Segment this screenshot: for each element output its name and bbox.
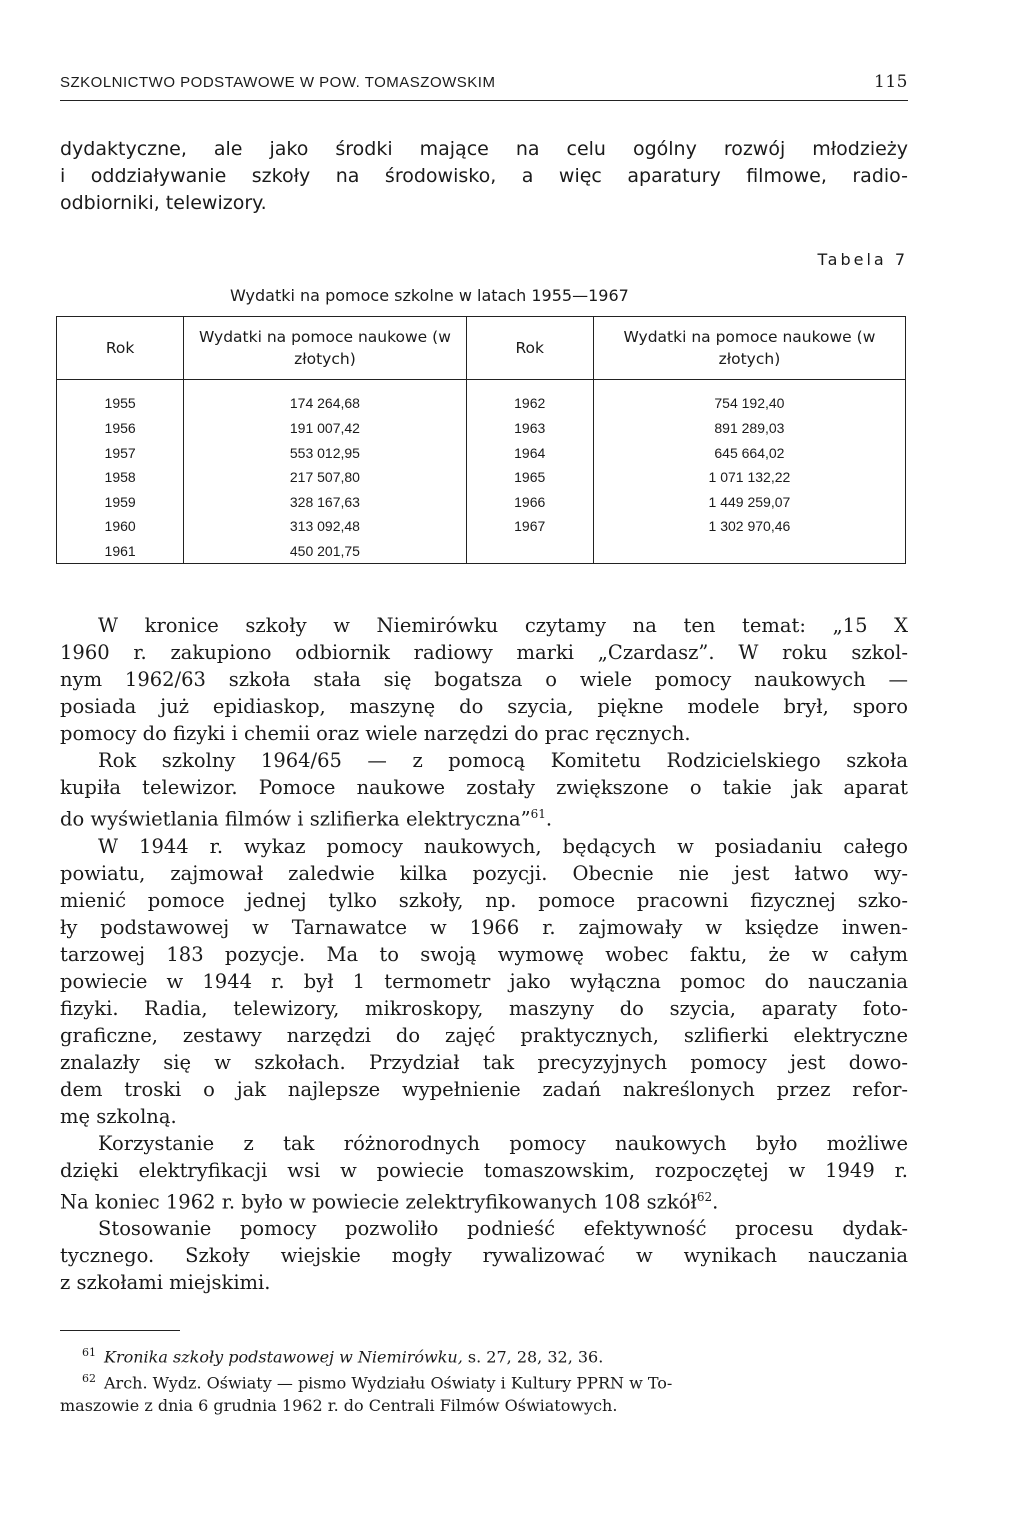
- table-label: Tabela 7: [817, 250, 908, 269]
- footnote-62-cont: maszowie z dnia 6 grudnia 1962 r. do Centrali Filmów Oświatowych.: [60, 1395, 618, 1415]
- body-line: [60, 941, 908, 968]
- body-line-punct: .: [712, 1190, 719, 1213]
- body-line: [60, 1184, 908, 1216]
- table-row: [57, 441, 906, 466]
- body-line-text: fizyki. Radia, telewizory, mikroskopy, maszyny do szycia, aparaty foto-: [60, 996, 908, 1020]
- table-row: [57, 490, 906, 515]
- table-row: [57, 465, 906, 490]
- body-line: [60, 860, 908, 887]
- table-row: [57, 514, 906, 539]
- body-line: [60, 1157, 908, 1184]
- body-line-text: 1960 r. zakupiono odbiornik radiowy marki „Czardasz”. W roku szkol-: [60, 641, 908, 664]
- body-line-text: Na koniec 1962 r. było w powiecie zelektryfikowanych 108 szkół: [60, 1190, 697, 1213]
- footnote-reference: 62: [696, 1189, 713, 1204]
- cell-year: [466, 539, 593, 564]
- body-line-text: dem troski o jak najlepsze wypełnienie zadań nakreślonych przez refor-: [60, 1077, 908, 1101]
- body-line-text: tycznego. Szkoły wiejskie mogły rywalizować w wynikach nauczania: [60, 1244, 908, 1267]
- cell-expenditure: 553 012,95: [184, 441, 466, 466]
- body-line: [60, 995, 908, 1022]
- cell-year: 1961: [57, 539, 184, 564]
- cell-year: 1955: [57, 380, 184, 417]
- table-row: [57, 380, 906, 417]
- body-line: [60, 639, 908, 666]
- cell-year: 1966: [466, 490, 593, 515]
- body-line: [60, 1022, 908, 1049]
- body-line: [60, 1130, 908, 1157]
- cell-expenditure: 313 092,48: [184, 514, 466, 539]
- footnote-marker: 62: [82, 1372, 96, 1386]
- body-line: [60, 1049, 908, 1076]
- body-line-text: graficzne, zestawy narzędzi do zajęć praktycznych, szlifierki elektryczne: [60, 1023, 908, 1047]
- body-line-text: posiada już epidiaskop, maszynę do szycia, piękne modele brył, sporo: [60, 695, 908, 718]
- cell-expenditure: 1 302 970,46: [593, 514, 905, 539]
- intro-line: i oddziaływanie szkoły na środowisko, a więc aparatury filmowe, radio-: [60, 165, 908, 187]
- body-line: [60, 1103, 908, 1130]
- body-line: [60, 666, 908, 693]
- body-line-text: W 1944 r. wykaz pomocy naukowych, będących w posiadaniu całego: [98, 834, 908, 858]
- cell-year: 1958: [57, 465, 184, 490]
- body-line-text: z szkołami miejskimi.: [60, 1271, 271, 1294]
- cell-expenditure: 328 167,63: [184, 490, 466, 515]
- body-line: [60, 747, 908, 774]
- expenditure-table: [56, 316, 906, 564]
- body-text: [60, 612, 908, 1296]
- table-row: [57, 539, 906, 564]
- cell-year: 1957: [57, 441, 184, 466]
- cell-year: 1964: [466, 441, 593, 466]
- body-line-text: do wyświetlania filmów i szlifierka elektryczna”: [60, 807, 531, 831]
- body-line-punct: .: [545, 807, 553, 831]
- cell-expenditure: 891 289,03: [593, 416, 905, 441]
- body-line: [60, 1076, 908, 1103]
- footnote-source-title: Kronika szkoły podstawowej w Niemirówku,: [104, 1347, 463, 1367]
- body-line-text: dzięki elektryfikacji wsi w powiecie tomaszowskim, rozpoczętej w 1949 r.: [60, 1158, 908, 1182]
- header-rule: [60, 100, 908, 101]
- cell-expenditure: 1 071 132,22: [593, 465, 905, 490]
- table-header-row: [57, 317, 906, 380]
- footnote-marker: 61: [82, 1346, 96, 1359]
- body-line: [60, 1215, 908, 1242]
- intro-line: odbiorniki, telewizory.: [60, 192, 267, 214]
- body-line: [60, 833, 908, 860]
- body-line-text: mę szkolną.: [60, 1104, 177, 1128]
- intro-paragraph: [60, 136, 908, 217]
- body-line-text: powiecie w 1944 r. był 1 termometr jako wyłączna pomoc do nauczania: [60, 969, 908, 993]
- body-line-text: W kronice szkoły w Niemirówku czytamy na ten temat: „15 X: [98, 614, 908, 637]
- body-line: [60, 612, 908, 639]
- cell-year: 1956: [57, 416, 184, 441]
- body-line-text: znalazły się w szkołach. Przydział tak precyzyjnych pomocy jest dowo-: [60, 1050, 908, 1074]
- cell-year: 1965: [466, 465, 593, 490]
- table-title: Wydatki na pomoce szkolne w latach 1955—1967: [230, 286, 629, 305]
- body-line-text: tarzowej 183 pozycje. Ma to swoją wymowę wobec faktu, że w całym: [60, 942, 908, 966]
- body-line-text: mienić pomoce jednej tylko szkoły, np. pomoce pracowni fizycznej szko-: [60, 888, 908, 912]
- cell-expenditure: 174 264,68: [184, 380, 466, 417]
- body-line: [60, 1242, 908, 1269]
- header-expenditure: Wydatki na pomoce naukowe (w złotych): [184, 317, 466, 380]
- cell-year: 1967: [466, 514, 593, 539]
- body-line: [60, 774, 908, 801]
- body-line: [60, 887, 908, 914]
- body-line: [60, 720, 908, 747]
- footnote-reference: 61: [530, 807, 546, 821]
- header-year: Rok: [57, 317, 184, 380]
- body-line: [60, 914, 908, 941]
- body-line: [60, 1269, 908, 1296]
- cell-year: 1959: [57, 490, 184, 515]
- body-line-text: Stosowanie pomocy pozwoliło podnieść efektywność procesu dydak-: [98, 1217, 908, 1240]
- cell-expenditure: 754 192,40: [593, 380, 905, 417]
- body-line-text: Korzystanie z tak różnorodnych pomocy naukowych było możliwe: [98, 1131, 908, 1155]
- body-line-text: ły podstawowej w Tarnawatce w 1966 r. zajmowały w księdze inwen-: [60, 915, 908, 939]
- body-line-text: powiatu, zajmował zaledwie kilka pozycji. Obecnie nie jest łatwo wy-: [60, 861, 908, 885]
- cell-expenditure: 217 507,80: [184, 465, 466, 490]
- cell-year: 1962: [466, 380, 593, 417]
- body-line-text: kupiła telewizor. Pomoce naukowe zostały zwiększone o takie jak aparat: [60, 776, 908, 799]
- footnote-62: [60, 1368, 908, 1394]
- body-line-text: nym 1962/63 szkoła stała się bogatsza o wiele pomocy naukowych —: [60, 668, 908, 691]
- footnote-text: Arch. Wydz. Oświaty — pismo Wydziału Oświaty i Kultury PPRN w To-: [104, 1373, 673, 1393]
- footnote-61: [60, 1342, 908, 1368]
- cell-expenditure: 645 664,02: [593, 441, 905, 466]
- cell-expenditure: 450 201,75: [184, 539, 466, 564]
- body-line-text: pomocy do fizyki i chemii oraz wiele narzędzi do prac ręcznych.: [60, 722, 691, 745]
- page-number: 115: [874, 72, 908, 92]
- table-row: [57, 416, 906, 441]
- body-line: [60, 801, 908, 833]
- cell-year: 1960: [57, 514, 184, 539]
- body-line: [60, 968, 908, 995]
- running-head: [60, 74, 908, 91]
- footnote-rule: [60, 1330, 180, 1331]
- body-line-text: Rok szkolny 1964/65 — z pomocą Komitetu Rodzicielskiego szkoła: [98, 749, 908, 772]
- body-line: [60, 693, 908, 720]
- table-body: [57, 380, 906, 564]
- footnote-text: s. 27, 28, 32, 36.: [462, 1347, 604, 1367]
- footnotes: [60, 1342, 908, 1417]
- cell-expenditure: 191 007,42: [184, 416, 466, 441]
- intro-line: dydaktyczne, ale jako środki mające na celu ogólny rozwój młodzieży: [60, 138, 908, 160]
- running-title: SZKOLNICTWO PODSTAWOWE W POW. TOMASZOWSKIM: [60, 74, 496, 91]
- cell-expenditure: [593, 539, 905, 564]
- cell-year: 1963: [466, 416, 593, 441]
- header-expenditure: Wydatki na pomoce naukowe (w złotych): [593, 317, 905, 380]
- cell-expenditure: 1 449 259,07: [593, 490, 905, 515]
- header-year: Rok: [466, 317, 593, 380]
